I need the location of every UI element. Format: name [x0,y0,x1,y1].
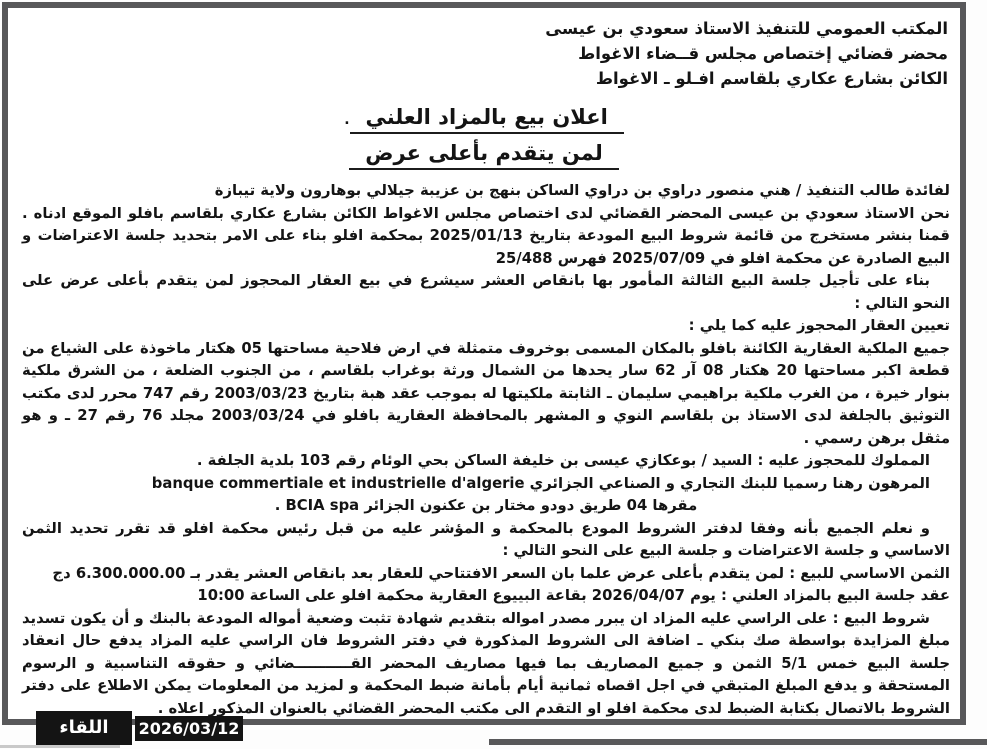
newspaper-name-badge: اللقاء [36,711,132,745]
paragraph-beneficiary: لفائدة طالب التنفيذ / هني منصور دراوي بن دراوي الساكن بنهج بن عزيبة جيلالي بوهارون ولاية تيبازة [214,182,950,199]
paragraph-owner: المملوك للمحجوز عليه : السيد / بوعكازي عيسى بن خليفة الساكن بحي الوئام رقم 103 بلدية الجلفة . [196,452,930,469]
paragraph-mortgage-bank: المرهون رهنا رسميا للبنك التجاري و الصناعي الجزائري banque commertiale et industrielle d'algerie [151,474,930,492]
title-dot: . [344,112,350,128]
paragraph-bailiff-intro: نحن الاستاذ سعودي بن عيسى المحضر القضائي لدى اختصاص مجلس الاغواط الكائن بشارع عكاري بلقاسم بافلو الموقع ادناه . قمنا بنشر مستخرج من قائمة شروط البيع المودعة بتاريخ 2025/01/13 بمحكمة افلو بناء على الامر بتحديد جلسة الاعتراضات و البيع الصادرة عن محكمة افلو في 2025/07/09 فهرس 25/488 [22,204,950,267]
next-ad-top-border [489,739,987,745]
office-header-line1: المكتب العمومي للتنفيذ الاستاذ سعودي بن عيسى [545,19,948,38]
notice-title [8,101,960,170]
office-header-line2: محضر قضائي إختصاص مجلس قــضاء الاغواط [578,44,948,63]
paragraph-property-details: جميع الملكية العقارية الكائنة بافلو بالمكان المسمى بوخروف متمثلة في ارض فلاحية مساحتها 05 هكتار ماخوذة على الشياع من قطعة اكبر مساحتها 20 هكتار 08 آر 62 سار يحدها من الشمال ورثة بوغراب بلقاسم ، من الجنوب الضلعة ، من الشرق ملكية بنوار خيرة ، من الغرب ملكية براهيمي سليمان ـ الثابتة ملكيتها له بموجب عقد هبة بتاريخ 2003/03/23 رقم 747 محرر لدى مكتب التوثيق بالجلفة لدى الاستاذ بن بلقاسم النوي و المشهر بالمحافظة العقارية بافلو في 2003/03/24 مجلد 76 رقم 27 ـ و هو مثقل برهن رسمي . [22,339,950,447]
notice-title-line1: اعلان بيع بالمزاد العلني. [8,101,960,137]
auction-notice-box [2,2,966,725]
office-header-line3: الكائن بشارع عكاري بلقاسم افـلو ـ الاغواط [595,69,948,88]
paragraph-bank-address: مقرها 04 طريق دودو مختار بن عكنون الجزائر BCIA spa . [274,497,698,514]
publish-date-badge: 2026/03/12 [135,716,243,741]
paragraph-base-price: الثمن الاساسي للبيع : لمن يتقدم بأعلى عرض علما بان السعر الافتتاحي للعقار بعد بانقاص العشر يقدر بـ 6.300.000.00 دج [52,564,950,582]
paragraph-auction-session: عقد جلسة البيع بالمزاد العلني : يوم 2026/04/07 بقاعة البييوع العقارية محكمة افلو على الساعة 10:00 [197,587,950,604]
paragraph-session-postpone: بناء على تأجيل جلسة البيع الثالثة المأمور بها بانقاص العشر سيشرع في بيع العقار المحجوز لمن يتقدم بأعلى عرض على النحو التالي : [22,272,950,312]
paragraph-sale-conditions: شروط البيع : على الراسي عليه المزاد ان يبرر مصدر امواله بتقديم شهادة تثبت وضعية أمواله المودعة بالبنك و أن يكون تسديد مبلغ المزايدة بواسطة صك بنكي ـ اضافة الى الشروط المذكورة في دفتر الشروط فان الراسي عليه المزاد يدفع حال انعقاد جلسة البيع خمس 5/1 الثمن و جميع المصاريف بما فيها مصاريف المحضر القـــــــــــضائي و حقوقه التناسبية و الرسوم المستحقة و يدفع المبلغ المتبقي في اجل اقصاه ثمانية أيام بأمانة ضبط المحكمة و لمزيد من المعلومات يمكن الاطلاع على دفتر الشروط بالاتصال بكتابة الضبط لدى محكمة افلو او التقدم الى مكتب المحضر القضائي بالعنوان المذكور اعلاه . [22,609,950,717]
notice-body [8,170,960,720]
notice-title-line2: لمن يتقدم بأعلى عرض [8,137,960,170]
office-header [8,8,960,91]
footer-line-fragment [0,745,120,748]
paragraph-terms-intro: و نعلم الجميع بأنه وفقا لدفتر الشروط المودع بالمحكمة و المؤشر عليه من قبل رئيس محكمة افلو قد تقرر تحديد الثمن الاساسي و جلسة الاعتراضات و جلسة البيع على النحو التالي : [22,519,950,559]
paragraph-property-heading: تعيين العقار المحجوز عليه كما يلي : [688,317,950,334]
